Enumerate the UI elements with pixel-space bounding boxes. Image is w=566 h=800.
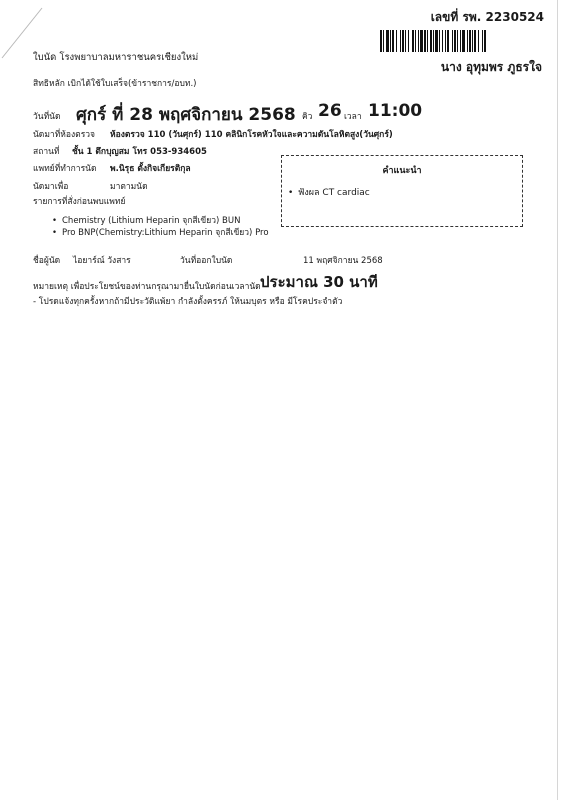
bullet-icon: •	[52, 216, 58, 226]
rights-text: สิทธิหลัก เบิกได้ใช้ใบเสร็จ(ข้าราชการ/อบท.)	[33, 79, 197, 89]
doctor-label: แพทย์ที่ทำการนัด	[33, 164, 97, 174]
place-value: ชั้น 1 ตึกบุญสม โทร 053-934605	[72, 147, 207, 157]
queue-number: 26	[318, 101, 342, 121]
issue-date-label: วันที่ออกใบนัด	[180, 256, 233, 266]
queue-label: คิว	[302, 112, 313, 122]
issuer-value: ไอยาร์ณ์ วังสาร	[73, 256, 131, 266]
slip-title: ใบนัด โรงพยาบาลมหาราชนครเชียงใหม่	[33, 52, 199, 63]
bullet-icon: •	[52, 228, 58, 238]
issuer-label: ชื่อผู้นัด	[33, 256, 61, 266]
bullet-icon: •	[288, 188, 294, 198]
purpose-label: นัดมาเพื่อ	[33, 182, 69, 192]
barcode	[380, 30, 542, 52]
time-label: เวลา	[344, 112, 362, 122]
hospital-number: เลขที่ รพ. 2230524	[430, 10, 544, 24]
note-duration: ประมาณ 30 นาที	[260, 273, 378, 291]
order-item: • Chemistry (Lithium Heparin จุกสีเขียว) BUN	[52, 216, 241, 226]
advice-title: คำแนะนำ	[382, 166, 422, 176]
appointment-date: ศุกร์ ที่ 28 พฤศจิกายน 2568	[76, 105, 296, 125]
note-line-2: - โปรดแจ้งทุกครั้งหากถ้ามีประวัติแพ้ยา กำลังตั้งครรภ์ ให้นมบุตร หรือ มีโรคประจำตัว	[33, 297, 343, 307]
advice-item: • ฟังผล CT cardiac	[288, 188, 370, 198]
orders-label: รายการที่สั่งก่อนพบแพทย์	[33, 197, 126, 207]
patient-name: นาง อุทุมพร ภูธรใจ	[440, 60, 542, 74]
room-value: ห้องตรวจ 110 (วันศุกร์) 110 คลินิกโรคหัวใจและความดันโลหิตสูง(วันศุกร์)	[110, 130, 393, 140]
scan-edge	[557, 0, 558, 800]
order-item: • Pro BNP(Chemistry:Lithium Heparin จุกสีเขียว) Pro	[52, 228, 269, 238]
issue-date-value: 11 พฤศจิกายน 2568	[303, 256, 383, 266]
room-label: นัดมาที่ห้องตรวจ	[33, 130, 96, 140]
date-label: วันที่นัด	[33, 112, 61, 122]
barcode-bar	[486, 30, 487, 52]
purpose-value: มาตามนัด	[110, 182, 148, 192]
doctor-value: พ.นิรุธ ตั้งกิจเกียรติกุล	[110, 164, 191, 174]
place-label: สถานที่	[33, 147, 60, 157]
advice-box	[281, 155, 523, 227]
appointment-time: 11:00	[368, 101, 423, 121]
note-text: หมายเหตุ เพื่อประโยชน์ของท่านกรุณามายื่นใบนัดก่อนเวลานัด	[33, 282, 261, 292]
